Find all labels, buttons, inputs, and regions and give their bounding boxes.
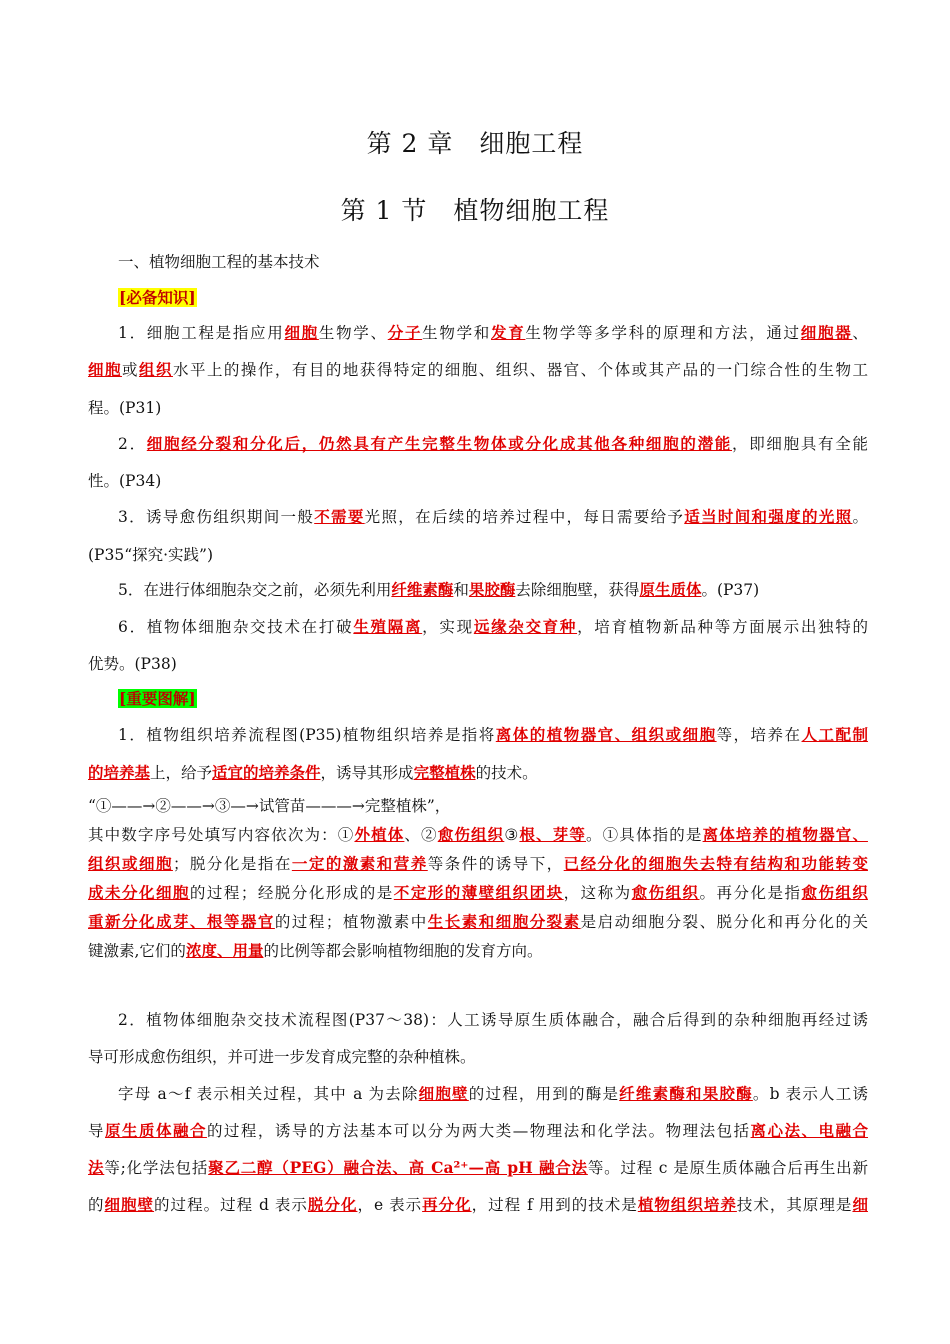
answer-text: 一定的激素和营养 [291, 854, 428, 873]
body-text: 程。(P31) [88, 399, 162, 417]
body-text: 。b 表示人工诱 [752, 1085, 868, 1103]
answer-text: 脱分化 [307, 1195, 358, 1214]
paragraph-line [88, 854, 868, 874]
answer-text: 再分化 [422, 1195, 472, 1214]
body-text: 导可形成愈伤组织，并可进一步发育成完整的杂种植株。 [88, 1048, 476, 1066]
paragraph-line [118, 434, 868, 454]
paragraph-line [118, 1084, 868, 1104]
body-text: 等条件的诱导下， [427, 855, 564, 873]
answer-text: 细胞 [284, 323, 319, 342]
paragraph-line [88, 763, 868, 783]
answer-text: 纤维素酶 [391, 580, 454, 599]
answer-text: 细胞器 [800, 323, 853, 342]
answer-text: 不需要 [314, 507, 365, 526]
body-text: 生物学和 [422, 324, 491, 342]
answer-text: 根、芽等 [519, 825, 586, 844]
body-text: 。①具体指的是 [586, 826, 703, 844]
body-text: 1．植物组织培养流程图(P35)植物组织培养是指将 [118, 726, 496, 744]
paragraph-line [88, 654, 868, 674]
body-text: 优势。(P38) [88, 655, 177, 673]
paragraph-line [88, 1158, 868, 1178]
paragraph-line [88, 941, 868, 961]
paragraph-line [88, 545, 868, 565]
body-text: 。(P37) [701, 581, 760, 599]
body-text: 生物学、 [318, 324, 388, 342]
answer-text: 原生质体 [639, 580, 702, 599]
answer-text: 聚乙二醇（PEG）融合法、高 Ca²⁺—高 pH 融合法 [208, 1158, 588, 1177]
body-text: 的 [88, 1196, 105, 1214]
body-text: ，诱导其形成 [320, 764, 414, 782]
answer-text: 组织 [138, 360, 173, 379]
answer-text: 细胞经分裂和分化后，仍然具有产生完整生物体或分化成其他各种细胞的潜能 [146, 434, 732, 453]
paragraph-line [88, 1047, 868, 1067]
paragraph-line [88, 796, 868, 816]
body-text: 的过程；经脱分化形成的是 [189, 884, 394, 902]
paragraph-line [88, 1121, 868, 1141]
body-text: ，实现 [422, 618, 474, 636]
paragraph-line [88, 883, 868, 903]
body-text: ，培育植物新品种等方面展示出独特的 [577, 618, 868, 636]
answer-text: 生长素和细胞分裂素 [427, 912, 581, 931]
answer-text: 适宜的培养条件 [212, 763, 321, 782]
body-text: “①——→②——→③—→试管苗———→完整植株”， [88, 797, 451, 815]
answer-text: 法 [88, 1158, 105, 1177]
paragraph-line [118, 580, 868, 600]
body-text: 5．在进行体细胞杂交之前，必须先利用 [118, 581, 392, 599]
essential-knowledge-tag [118, 288, 868, 308]
paragraph-line [88, 825, 868, 845]
paragraph-line [118, 1010, 868, 1030]
body-text: (P35“探究·实践”) [88, 546, 214, 564]
paragraph-line [88, 471, 868, 491]
answer-text: 成未分化细胞 [88, 883, 190, 902]
body-text: ③ [504, 826, 520, 844]
tag-label: [必备知识] [119, 288, 196, 307]
answer-text: 原生质体融合 [105, 1121, 207, 1140]
paragraph-line [88, 1195, 868, 1215]
body-text: 等，培养在 [716, 726, 802, 744]
important-diagram-tag [118, 689, 868, 709]
body-text: 是启动细胞分裂、脱分化和再分化的关 [580, 913, 868, 931]
body-text: 键激素,它们的 [88, 942, 186, 960]
answer-text: 分子 [387, 323, 423, 342]
body-text: ；脱分化是指在 [172, 855, 292, 873]
answer-text: 浓度、用量 [185, 941, 264, 960]
answer-text: 细胞壁 [418, 1084, 469, 1103]
paragraph-line [88, 360, 868, 380]
paragraph-line [118, 507, 868, 527]
paragraph-line [88, 912, 868, 932]
body-text: ，即细胞具有全能 [732, 435, 868, 453]
answer-text: 纤维素酶和果胶酶 [619, 1084, 753, 1103]
body-text: 去除细胞壁，获得 [515, 581, 640, 599]
paragraph-line [88, 398, 868, 418]
body-text: 、② [404, 826, 438, 844]
answer-text: 组织或细胞 [88, 854, 173, 873]
chapter-title: 第 2 章 细胞工程 [366, 129, 584, 158]
body-text: 性。(P34) [88, 472, 162, 490]
body-text: 其中数字序号处填写内容依次为：① [88, 826, 355, 844]
answer-text: 离体培养的植物器官、 [702, 825, 868, 844]
body-text: 的过程。过程 d 表示 [154, 1196, 308, 1214]
body-text: 技术，其原理是 [736, 1196, 853, 1214]
body-text: 、 [852, 324, 868, 342]
body-text: 字母 a～f 表示相关过程，其中 a 为去除 [118, 1085, 419, 1103]
answer-text: 愈伤组织 [801, 883, 868, 902]
body-text: 的过程，诱导的方法基本可以分为两大类—物理法和化学法。物理法包括 [206, 1122, 751, 1140]
body-text: 2． [118, 435, 147, 453]
paragraph-line [118, 725, 868, 745]
body-text: 。再分化是指 [699, 884, 802, 902]
body-text: 6．植物体细胞杂交技术在打破 [118, 618, 354, 636]
answer-text: 的培养基 [88, 763, 151, 782]
answer-text: 已经分化的细胞失去特有结构和功能转变 [563, 854, 868, 873]
paragraph-line [118, 323, 868, 343]
answer-text: 人工配制 [801, 725, 868, 744]
body-text: 等。过程 c 是原生质体融合后再生出新 [587, 1159, 868, 1177]
body-text: 的过程，用到的酶是 [468, 1085, 620, 1103]
answer-text: 愈伤组织 [437, 825, 505, 844]
body-text: ，e 表示 [357, 1196, 423, 1214]
body-text: 等;化学法包括 [104, 1159, 209, 1177]
body-text: 和 [453, 581, 469, 599]
answer-text: 离心法、电融合 [750, 1121, 868, 1140]
answer-text: 离体的植物器官、组织或细胞 [495, 725, 717, 744]
paragraph-line [118, 617, 868, 637]
answer-text: 细 [852, 1195, 868, 1214]
body-text: 3．诱导愈伤组织期间一般 [118, 508, 315, 526]
body-text: 的技术。 [475, 764, 538, 782]
answer-text: 远缘杂交育种 [473, 617, 578, 636]
body-text: ，过程 f 用到的技术是 [471, 1196, 638, 1214]
answer-text: 细胞 [88, 360, 122, 379]
answer-text: 果胶酶 [468, 580, 516, 599]
body-text: ，这称为 [563, 884, 632, 902]
body-text: 1．细胞工程是指应用 [118, 324, 285, 342]
answer-text: 生殖隔离 [353, 617, 423, 636]
answer-text: 重新分化成芽、根等器官 [88, 912, 275, 931]
body-text: 生物学等多学科的原理和方法，通过 [525, 324, 801, 342]
heading-basic-techniques: 一、植物细胞工程的基本技术 [118, 253, 320, 271]
body-text: 光照，在后续的培养过程中，每日需要给予 [364, 508, 685, 526]
answer-text: 不定形的薄壁组织团块 [393, 883, 564, 902]
answer-text: 外植体 [354, 825, 405, 844]
body-text: 或 [121, 361, 139, 379]
body-text: 2．植物体细胞杂交技术流程图(P37～38)：人工诱导原生质体融合，融合后得到的杂种细胞再经过诱 [118, 1011, 868, 1029]
answer-text: 愈伤组织 [631, 883, 700, 902]
body-text: 导 [88, 1122, 105, 1140]
answer-text: 植物组织培养 [637, 1195, 737, 1214]
answer-text: 发育 [491, 323, 526, 342]
body-text: 水平上的操作，有目的地获得特定的细胞、组织、器官、个体或其产品的一门综合性的生物工 [172, 361, 868, 379]
answer-text: 适当时间和强度的光照 [684, 507, 853, 526]
body-text: 的过程；植物激素中 [274, 913, 428, 931]
answer-text: 细胞壁 [104, 1195, 155, 1214]
tag-label: [重要图解] [119, 689, 196, 708]
section-title: 第 1 节 植物细胞工程 [340, 196, 610, 225]
body-text: 上，给予 [150, 764, 213, 782]
body-text: 。 [852, 508, 868, 526]
answer-text: 完整植株 [413, 763, 476, 782]
body-text: 的比例等都会影响植物细胞的发育方向。 [263, 942, 543, 960]
